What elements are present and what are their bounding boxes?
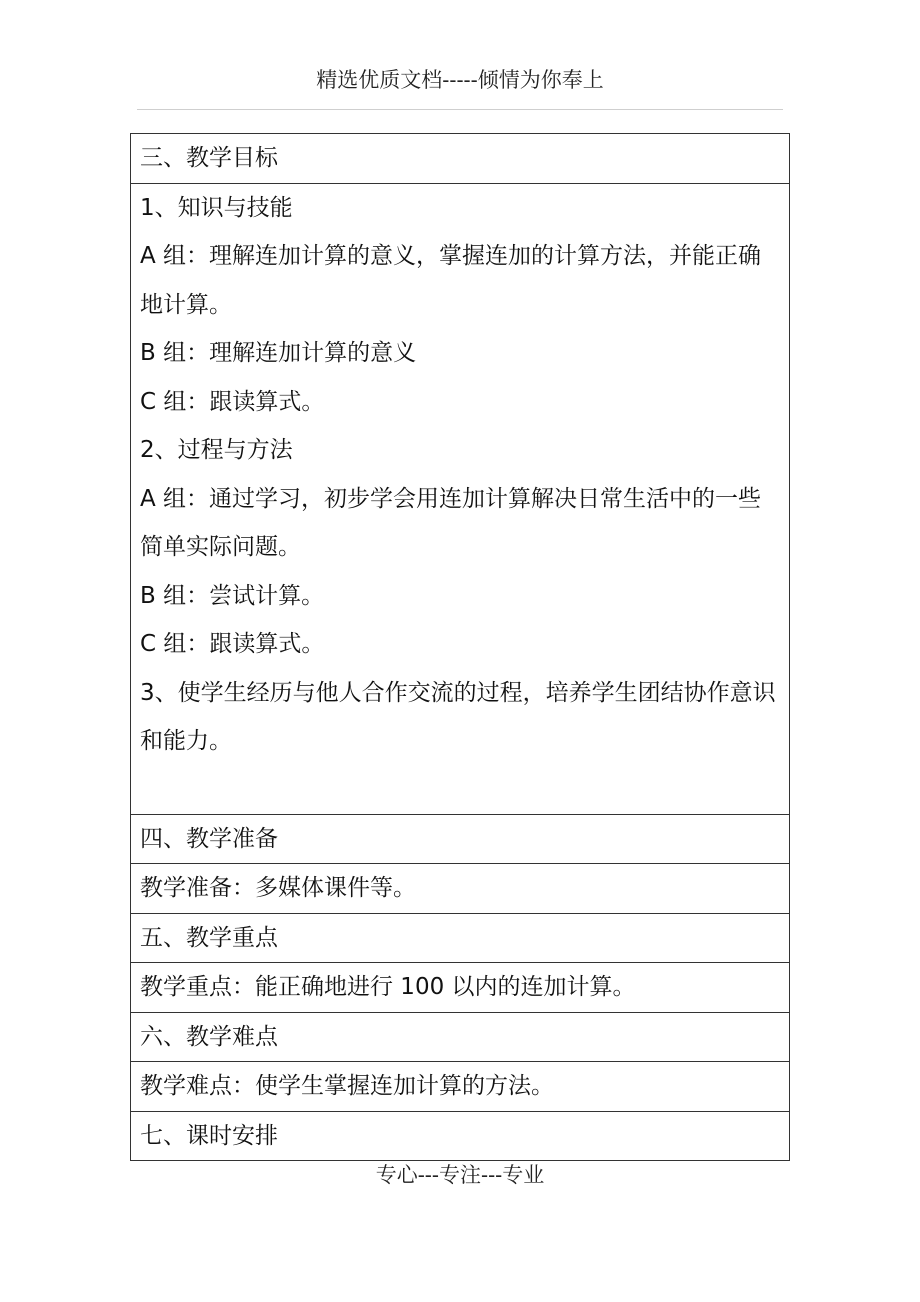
blank-spacer <box>140 766 780 814</box>
page-footer-text: 专心---专注---专业 <box>375 1163 545 1187</box>
goals-content <box>131 183 790 814</box>
goal-line: A 组：理解连加计算的意义，掌握连加的计算方法，并能正确地计算。 <box>140 243 762 318</box>
section-heading-difficulties: 六、教学难点 <box>131 1012 790 1062</box>
goal-line: C 组：跟读算式。 <box>140 388 325 415</box>
goal-line: 3、使学生经历与他人合作交流的过程，培养学生团结协作意识和能力。 <box>140 679 776 754</box>
section-heading-key-points: 五、教学重点 <box>131 913 790 963</box>
table-row <box>131 1062 790 1112</box>
goal-line: 1、知识与技能 <box>140 194 293 221</box>
table-row <box>131 913 790 963</box>
goal-line: 2、过程与方法 <box>140 437 293 463</box>
goal-line: B 组：理解连加计算的意义 <box>140 340 417 366</box>
header-divider <box>137 109 783 110</box>
section-heading-goals: 三、教学目标 <box>131 134 790 184</box>
prep-content: 教学准备：多媒体课件等。 <box>131 864 790 914</box>
table-row <box>131 864 790 914</box>
table-row <box>131 183 790 814</box>
table-row <box>131 134 790 184</box>
table-row <box>131 963 790 1013</box>
key-points-content: 教学重点：能正确地进行 100 以内的连加计算。 <box>131 963 790 1013</box>
lesson-plan-table <box>130 133 790 1161</box>
section-heading-prep: 四、教学准备 <box>131 814 790 864</box>
table-row <box>131 1111 790 1161</box>
table-row <box>131 814 790 864</box>
goal-line: A 组：通过学习，初步学会用连加计算解决日常生活中的一些简单实际问题。 <box>140 485 762 560</box>
goal-line: C 组：跟读算式。 <box>140 631 325 657</box>
goal-line: B 组：尝试计算。 <box>140 582 325 609</box>
difficulties-content: 教学难点：使学生掌握连加计算的方法。 <box>131 1062 790 1112</box>
section-heading-schedule: 七、课时安排 <box>131 1111 790 1161</box>
table-row <box>131 1012 790 1062</box>
page-header-title: 精选优质文档-----倾情为你奉上 <box>316 68 604 92</box>
